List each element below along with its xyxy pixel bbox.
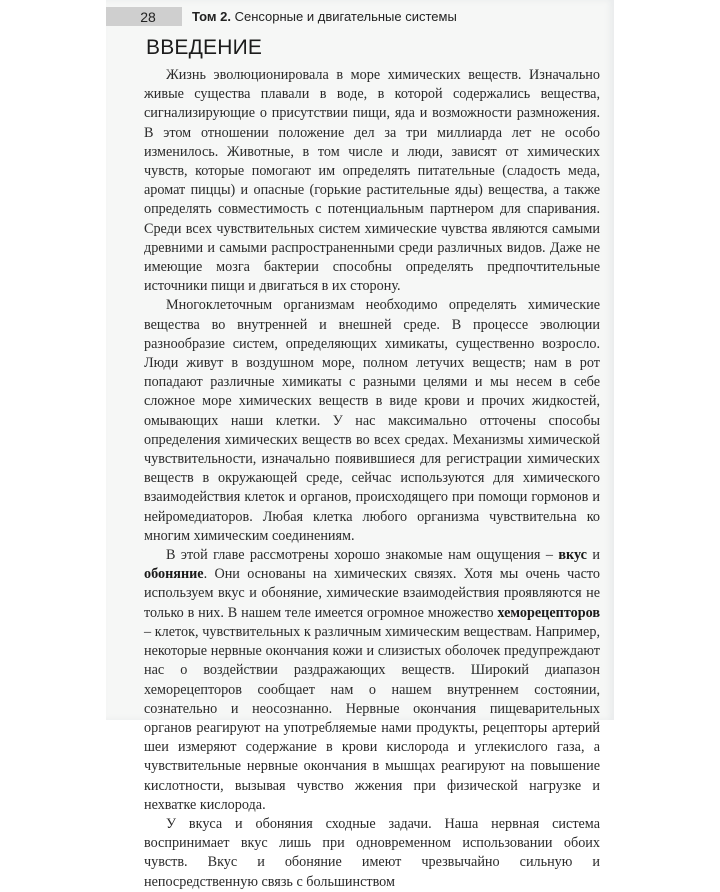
bold-term: обоняние xyxy=(144,566,204,583)
text-run: – клеток, чувствительных к различным химическим веществам. Например, некоторые нервные окончания кожи и слизистых оболочек предупреждают нас о воздействии раздражающих веществ. Широкий диапазон хеморецепторов сообщает нам о нашем внутреннем состоянии, сознательно и неосознанно. Нервные окончания пищеварительных органов реагируют на употребляемые нами продукты, рецепторы артерий шеи измеряют содержание в крови кислорода и углекислого газа, а чувствительные нервные окончания в мышцах реагируют на повышение кислотности, вызывая чувство жжения при физической нагрузке и нехватке кислорода. xyxy=(144,623,600,813)
bold-term: вкус xyxy=(558,547,587,564)
chapter-heading: ВВЕДЕНИЕ xyxy=(146,36,263,59)
volume-label: Том 2. xyxy=(192,9,231,24)
book-page xyxy=(106,0,614,890)
text-run: Жизнь эволюционировала в море химических веществ. Изначально живые существа плавали в воде, в которой содержались вещества, сигнализирующие о присутствии пищи, яда и возможности размножения. В этом отношении положение дел за три миллиарда лет не особо изменилось. Животные, в том числе и люди, зависят от химических чувств, которые помогают им определять питательные (сладость меда, аромат пиццы) и опасные (горькие растительные яды) вещества, а также определять совместимость с потенциальным партнером для спаривания. Среди всех чувствительных систем химические чувства являются самыми древними и самыми распространенными среди различных видов. Даже не имеющие мозга бактерии способны определять предпочтительные источники пищи и двигаться в их сторону. xyxy=(144,67,600,295)
volume-title: Сенсорные и двигательные системы xyxy=(234,9,457,24)
text-run: Многоклеточным организмам необходимо определять химические вещества во внутренней и внешней среде. В процессе эволюции разнообразие систем, определяющих химикаты, существенно возросло. Люди живут в воздушном море, полном летучих веществ; нам в рот попадают различные химикаты с разными целями и мы несем в себе сложное море химических веществ в виде крови и прочих жидкостей, омывающих наши клетки. У нас максимально отточены способы определения химических веществ во всех средах. Механизмы химической чувствительности, изначально появившиеся для регистрации химических веществ в окружающей среде, сейчас используются для химического взаимодействия клеток и органов, происходящего при помощи гормонов и нейромедиаторов. Любая клетка любого организма чувствительна ко многим химическим соединениям. xyxy=(144,297,600,544)
page-number xyxy=(106,7,182,26)
text-run: . Они основаны на химических связях. Хотя мы очень часто используем вкус и обоняние, химические взаимодействия проявляются не только в них. В нашем теле имеется огромное множество xyxy=(144,566,600,621)
running-title xyxy=(192,9,457,24)
text-run: У вкуса и обоняния сходные задачи. Наша нервная система воспринимает вкус лишь при одновременном использовании обоих чувств. Вкус и обоняние имеют чрезвычайно сильную и непосредственную связь с большинством xyxy=(144,815,600,890)
paragraph xyxy=(144,815,600,892)
page-number-text: 28 xyxy=(140,8,156,25)
text-run: В этой главе рассмотрены хорошо знакомые нам ощущения – xyxy=(166,547,559,564)
text-run: и xyxy=(586,547,601,564)
body-text xyxy=(144,66,600,892)
bold-term: хеморецепторов xyxy=(497,604,600,621)
paragraph xyxy=(144,546,600,815)
paragraph xyxy=(144,66,600,296)
running-head xyxy=(106,7,614,26)
paragraph xyxy=(144,296,600,546)
